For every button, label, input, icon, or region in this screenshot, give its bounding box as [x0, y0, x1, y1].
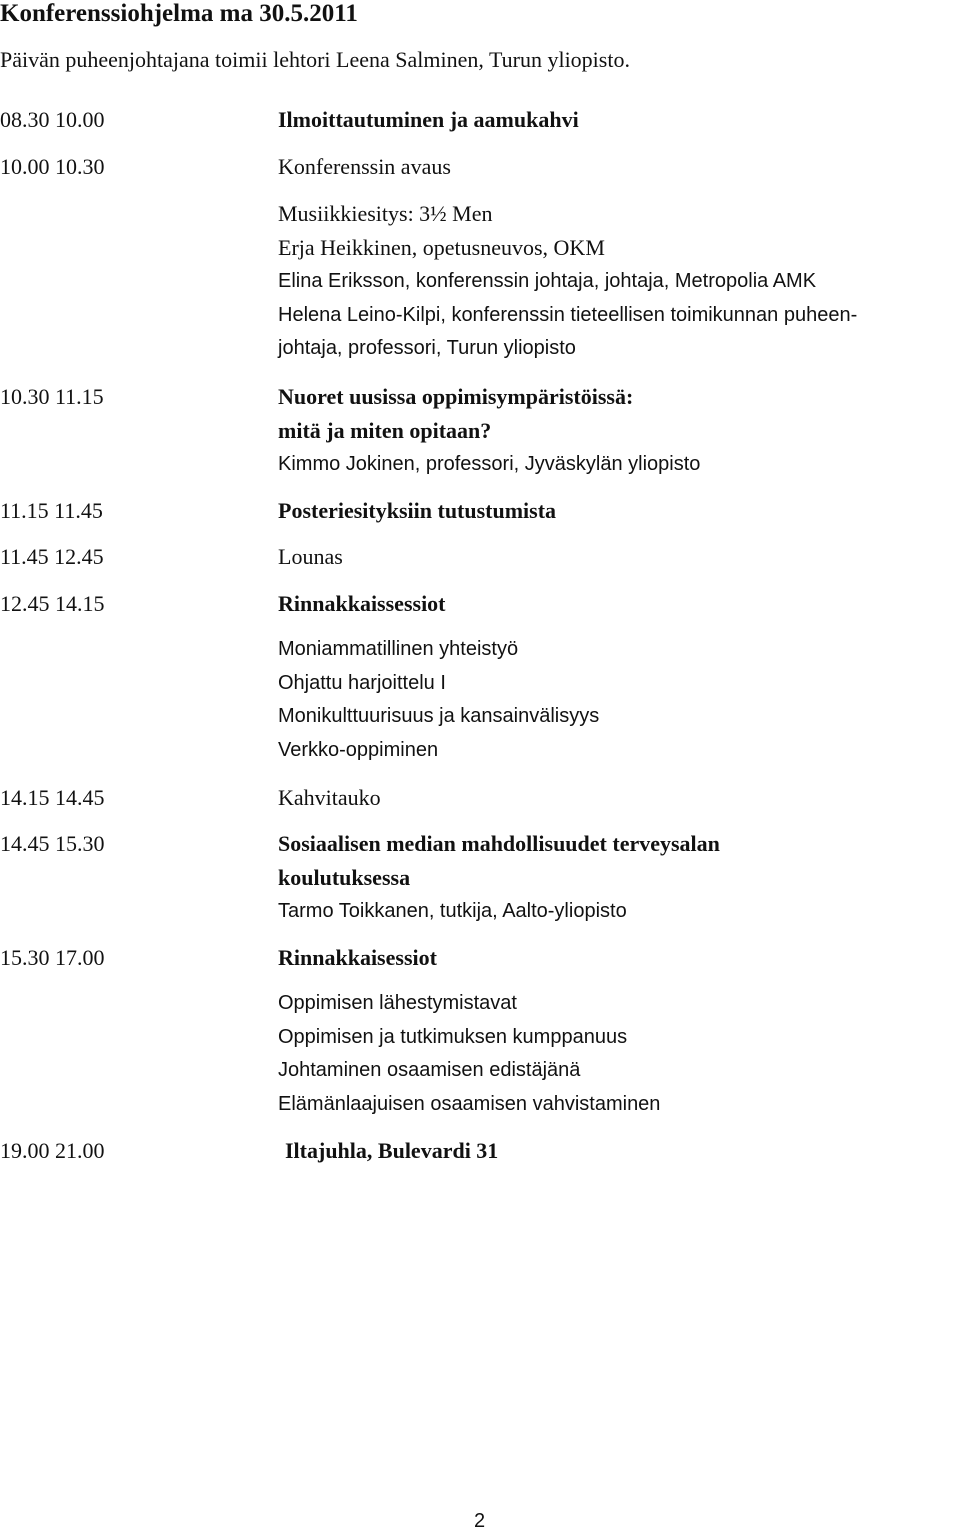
session-title: Sosiaalisen median mahdollisuudet terveysalan — [278, 831, 720, 856]
time-slot: 12.45 14.15 — [0, 591, 105, 616]
time-slot: 10.00 10.30 — [0, 154, 105, 179]
time-slot: 14.45 15.30 — [0, 831, 105, 856]
session-item: Oppimisen ja tutkimuksen kumppanuus — [278, 1025, 628, 1048]
speaker-line: Kimmo Jokinen, professori, Jyväskylän yliopisto — [278, 453, 701, 475]
speaker-line: Tarmo Toikkanen, tutkija, Aalto-yliopisto — [278, 900, 627, 922]
opening-details — [278, 197, 605, 264]
page-title: Konferenssiohjelma ma 30.5.2011 — [0, 0, 358, 27]
detail-line: Musiikkiesitys: 3½ Men — [278, 201, 493, 226]
session-title: Rinnakkaissessiot — [278, 591, 446, 616]
time-slot: 15.30 17.00 — [0, 945, 105, 970]
keynote-speaker — [278, 448, 700, 482]
session-title: mitä ja miten opitaan? — [278, 418, 492, 443]
session-item: Ohjattu harjoittelu I — [278, 671, 446, 694]
time-slot: 08.30 10.00 — [0, 107, 105, 132]
session-item: Moniammatillinen yhteistyö — [278, 638, 519, 660]
time-slot: 10.30 11.15 — [0, 384, 104, 409]
session-item: Oppimisen lähestymistavat — [278, 992, 517, 1014]
parallel-sessions-1 — [278, 633, 599, 768]
time-slot: 14.15 14.45 — [0, 785, 105, 810]
session-title: Rinnakkaisessiot — [278, 945, 437, 970]
session-title: Lounas — [278, 544, 343, 569]
session-title: Iltajuhla, Bulevardi 31 — [285, 1138, 499, 1163]
parallel-sessions-2 — [278, 987, 660, 1122]
time-slot: 11.15 11.45 — [0, 498, 103, 523]
session-title: koulutuksessa — [278, 865, 411, 890]
session-item: Elämänlaajuisen osaamisen vahvistaminen — [278, 1093, 661, 1116]
detail-line: Helena Leino-Kilpi, konferenssin tieteellisen toimikunnan puheen- — [278, 303, 858, 326]
session-item: Verkko-oppiminen — [278, 739, 439, 762]
detail-line: Elina Eriksson, konferenssin johtaja, johtaja, Metropolia AMK — [278, 270, 817, 292]
session-title: Konferenssin avaus — [278, 154, 451, 179]
session-title: Ilmoittautuminen ja aamukahvi — [278, 107, 579, 132]
chair-note: Päivän puheenjohtajana toimii lehtori Leena Salminen, Turun yliopisto. — [0, 47, 630, 72]
detail-line: johtaja, professori, Turun yliopisto — [278, 337, 576, 360]
session-title: Nuoret uusissa oppimisympäristöissä: — [278, 384, 634, 409]
session-title: Posteriesityksiin tutustumista — [278, 498, 557, 523]
time-slot: 11.45 12.45 — [0, 544, 104, 569]
opening-speakers — [278, 265, 857, 366]
session-item: Monikulttuurisuus ja kansainvälisyys — [278, 705, 600, 728]
detail-line: Erja Heikkinen, opetusneuvos, OKM — [278, 234, 605, 260]
page-number: 2 — [474, 1510, 486, 1532]
time-slot: 19.00 21.00 — [0, 1138, 105, 1163]
session-item: Johtaminen osaamisen edistäjänä — [278, 1059, 581, 1082]
talk-speaker — [278, 895, 627, 929]
session-title: Kahvitauko — [278, 785, 381, 810]
